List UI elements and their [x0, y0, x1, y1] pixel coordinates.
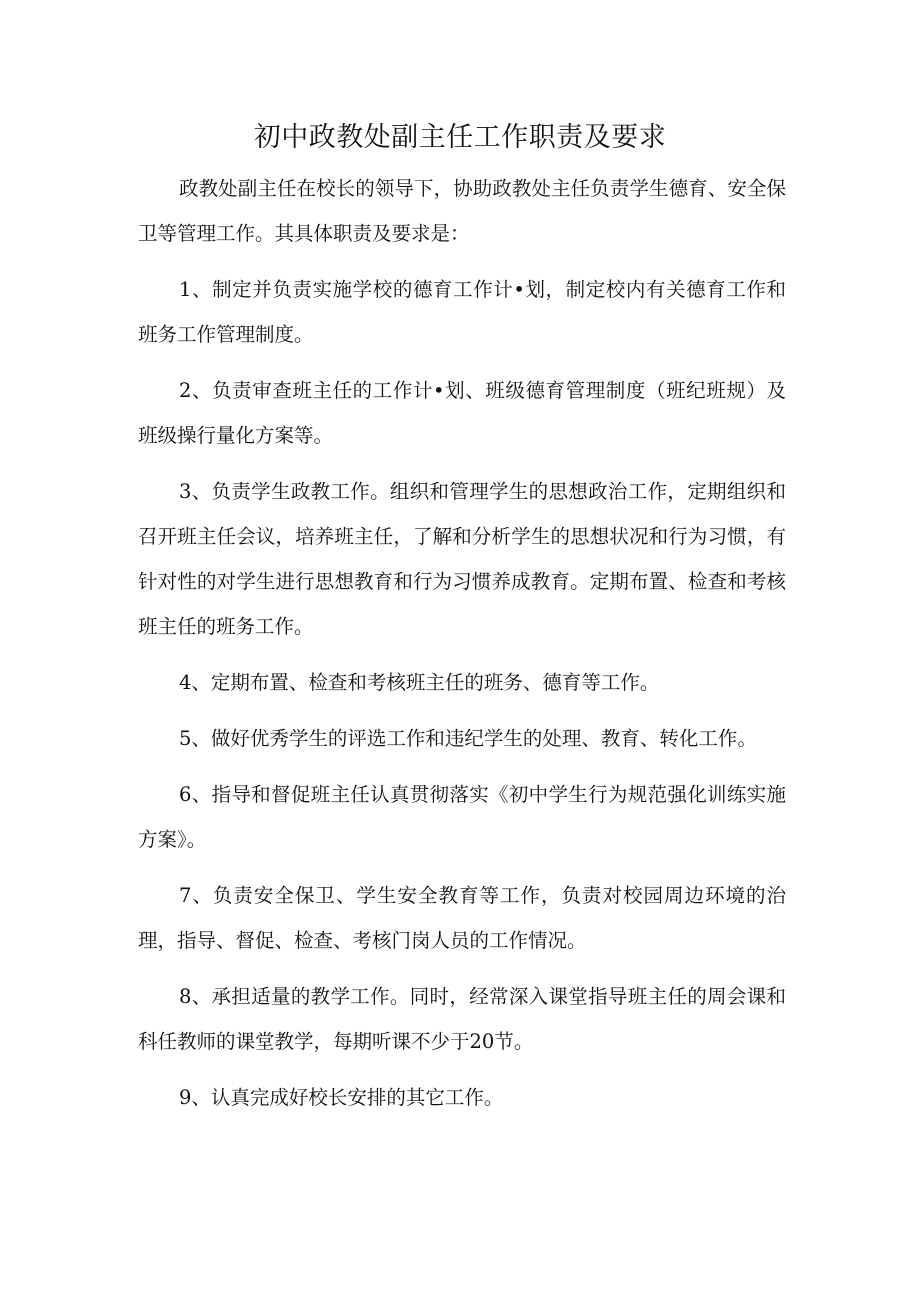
- duty-item-5: 5、做好优秀学生的评选工作和违纪学生的处理、教育、转化工作。: [179, 727, 757, 750]
- duty-item-3: 3、负责学生政教工作。组织和管理学生的思想政治工作，定期组织和召开班主任会议，培养班主任，了解和分析学生的思想状况和行为习惯，有针对性的对学生进行思想教育和行为习惯养成教育。定期布置、检查和考核班主任的班务工作。: [138, 480, 786, 638]
- document-title: 初中政教处副主任工作职责及要求: [253, 122, 667, 153]
- duty-item-8: 8、承担适量的教学工作。同时，经常深入课堂指导班主任的周会课和科任教师的课堂教学，每期听课不少于20节。: [138, 985, 786, 1053]
- duty-item-9: 9、认真完成好校长安排的其它工作。: [179, 1086, 504, 1109]
- intro-paragraph: 政教处副主任在校长的领导下，协助政教处主任负责学生德育、安全保卫等管理工作。其具体职责及要求是：: [138, 177, 786, 245]
- duty-item-6: 6、指导和督促班主任认真贯彻落实《初中学生行为规范强化训练实施方案》。: [138, 783, 786, 851]
- document-body: [138, 166, 786, 1120]
- duty-item-1: 1、制定并负责实施学校的德育工作计•划，制定校内有关德育工作和班务工作管理制度。: [138, 278, 786, 346]
- duty-item-2: 2、负责审查班主任的工作计•划、班级德育管理制度（班纪班规）及班级操行量化方案等。: [138, 379, 786, 447]
- duty-item-7: 7、负责安全保卫、学生安全教育等工作，负责对校园周边环境的治理，指导、督促、检查、考核门岗人员的工作情况。: [138, 884, 786, 952]
- duty-item-4: 4、定期布置、检查和考核班主任的班务、德育等工作。: [179, 671, 660, 694]
